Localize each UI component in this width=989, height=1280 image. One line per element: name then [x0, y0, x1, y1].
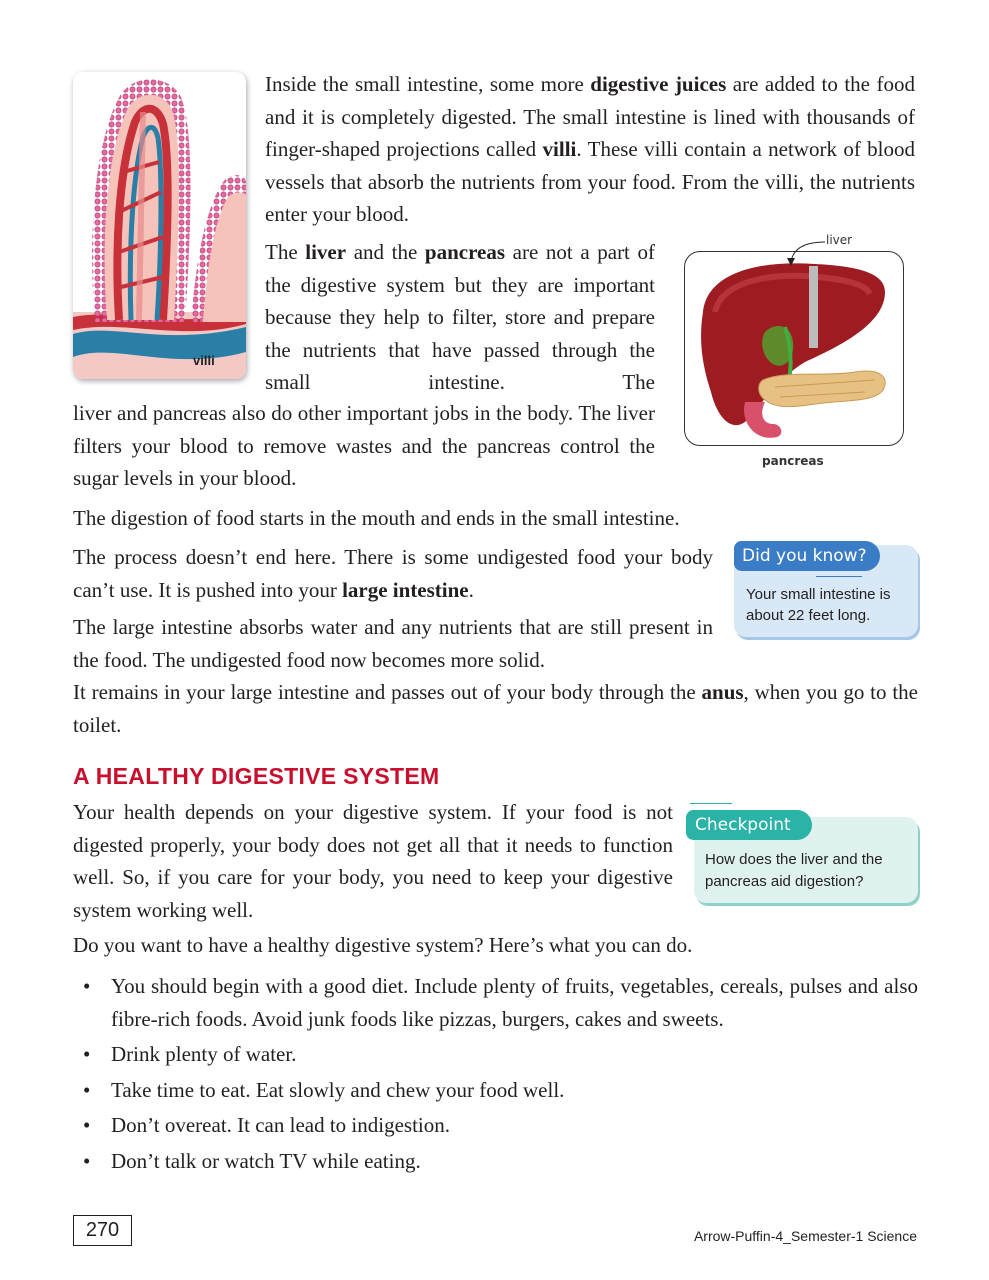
checkpoint-overline	[690, 803, 732, 804]
did-you-know-text: Your small intestine is about 22 feet long.	[746, 586, 891, 624]
page-number: 270	[73, 1215, 132, 1246]
paragraph-health-depends: Your health depends on your digestive system. If your food is not digested properly, your body does not get all that it needs to function well. So, if you care for your body, you need to keep your digestive system working well.	[73, 800, 673, 922]
villi-caption: villi	[193, 353, 215, 368]
list-item: • Take time to eat. Eat slowly and chew your food well.	[73, 1074, 918, 1107]
did-you-know-underline	[816, 576, 862, 577]
villi-illustration	[73, 72, 246, 379]
paragraph-large-intestine: The process doesn’t end here. There is some undigested food your body can’t use. It is pushed into your large intestine.	[73, 545, 713, 602]
liver-pancreas-illustration	[684, 251, 904, 446]
paragraph-liver-pancreas-continued: liver and pancreas also do other important jobs in the body. The liver filters your blood to remove wastes and the pancreas control the sugar levels in your blood.	[73, 401, 655, 490]
paragraph-liver-pancreas: The liver and the pancreas are not a part of the digestive system but they are important because they help to filter, store and prepare the nutrients that have passed through the small intestine. The	[265, 240, 655, 394]
checkpoint-text: How does the liver and the pancreas aid digestion?	[705, 851, 883, 890]
list-item: • Don’t talk or watch TV while eating.	[73, 1145, 918, 1178]
list-item: • Drink plenty of water.	[73, 1038, 918, 1071]
did-you-know-tag: Did you know?	[734, 541, 880, 571]
paragraph-small-intestine: Inside the small intestine, some more digestive juices are added to the food and it is completely digested. The small intestine is lined with thousands of finger-shaped projections called villi. These villi contain a network of blood vessels that absorb the nutrients from your food. From the villi, the nutrients enter your blood.	[265, 72, 915, 226]
paragraph-anus: It remains in your large intestine and passes out of your body through the anus, when you go to the toilet.	[73, 680, 919, 737]
paragraph-digestion-start: The digestion of food starts in the mouth and ends in the small intestine.	[73, 506, 680, 530]
liver-pancreas-drawing	[685, 252, 903, 445]
list-item: • Don’t overeat. It can lead to indigestion.	[73, 1109, 918, 1142]
paragraph-healthy-question: Do you want to have a healthy digestive system? Here’s what you can do.	[73, 933, 693, 957]
liver-label: liver	[826, 233, 853, 247]
footer-text: Arrow-Puffin-4_Semester-1 Science	[693, 1228, 917, 1244]
pancreas-label: pancreas	[762, 454, 824, 468]
list-item: • You should begin with a good diet. Include plenty of fruits, vegetables, cereals, pulses and also fibre-rich foods. Avoid junk foods like pizzas, burgers, cakes and sweets.	[73, 970, 918, 1035]
tips-list	[73, 970, 918, 1180]
villi-drawing	[73, 72, 246, 379]
checkpoint-tag: Checkpoint	[686, 810, 812, 840]
section-heading: A HEALTHY DIGESTIVE SYSTEM	[73, 763, 440, 789]
paragraph-absorbs-water: The large intestine absorbs water and any nutrients that are still present in the food. The undigested food now becomes more solid.	[73, 615, 713, 672]
